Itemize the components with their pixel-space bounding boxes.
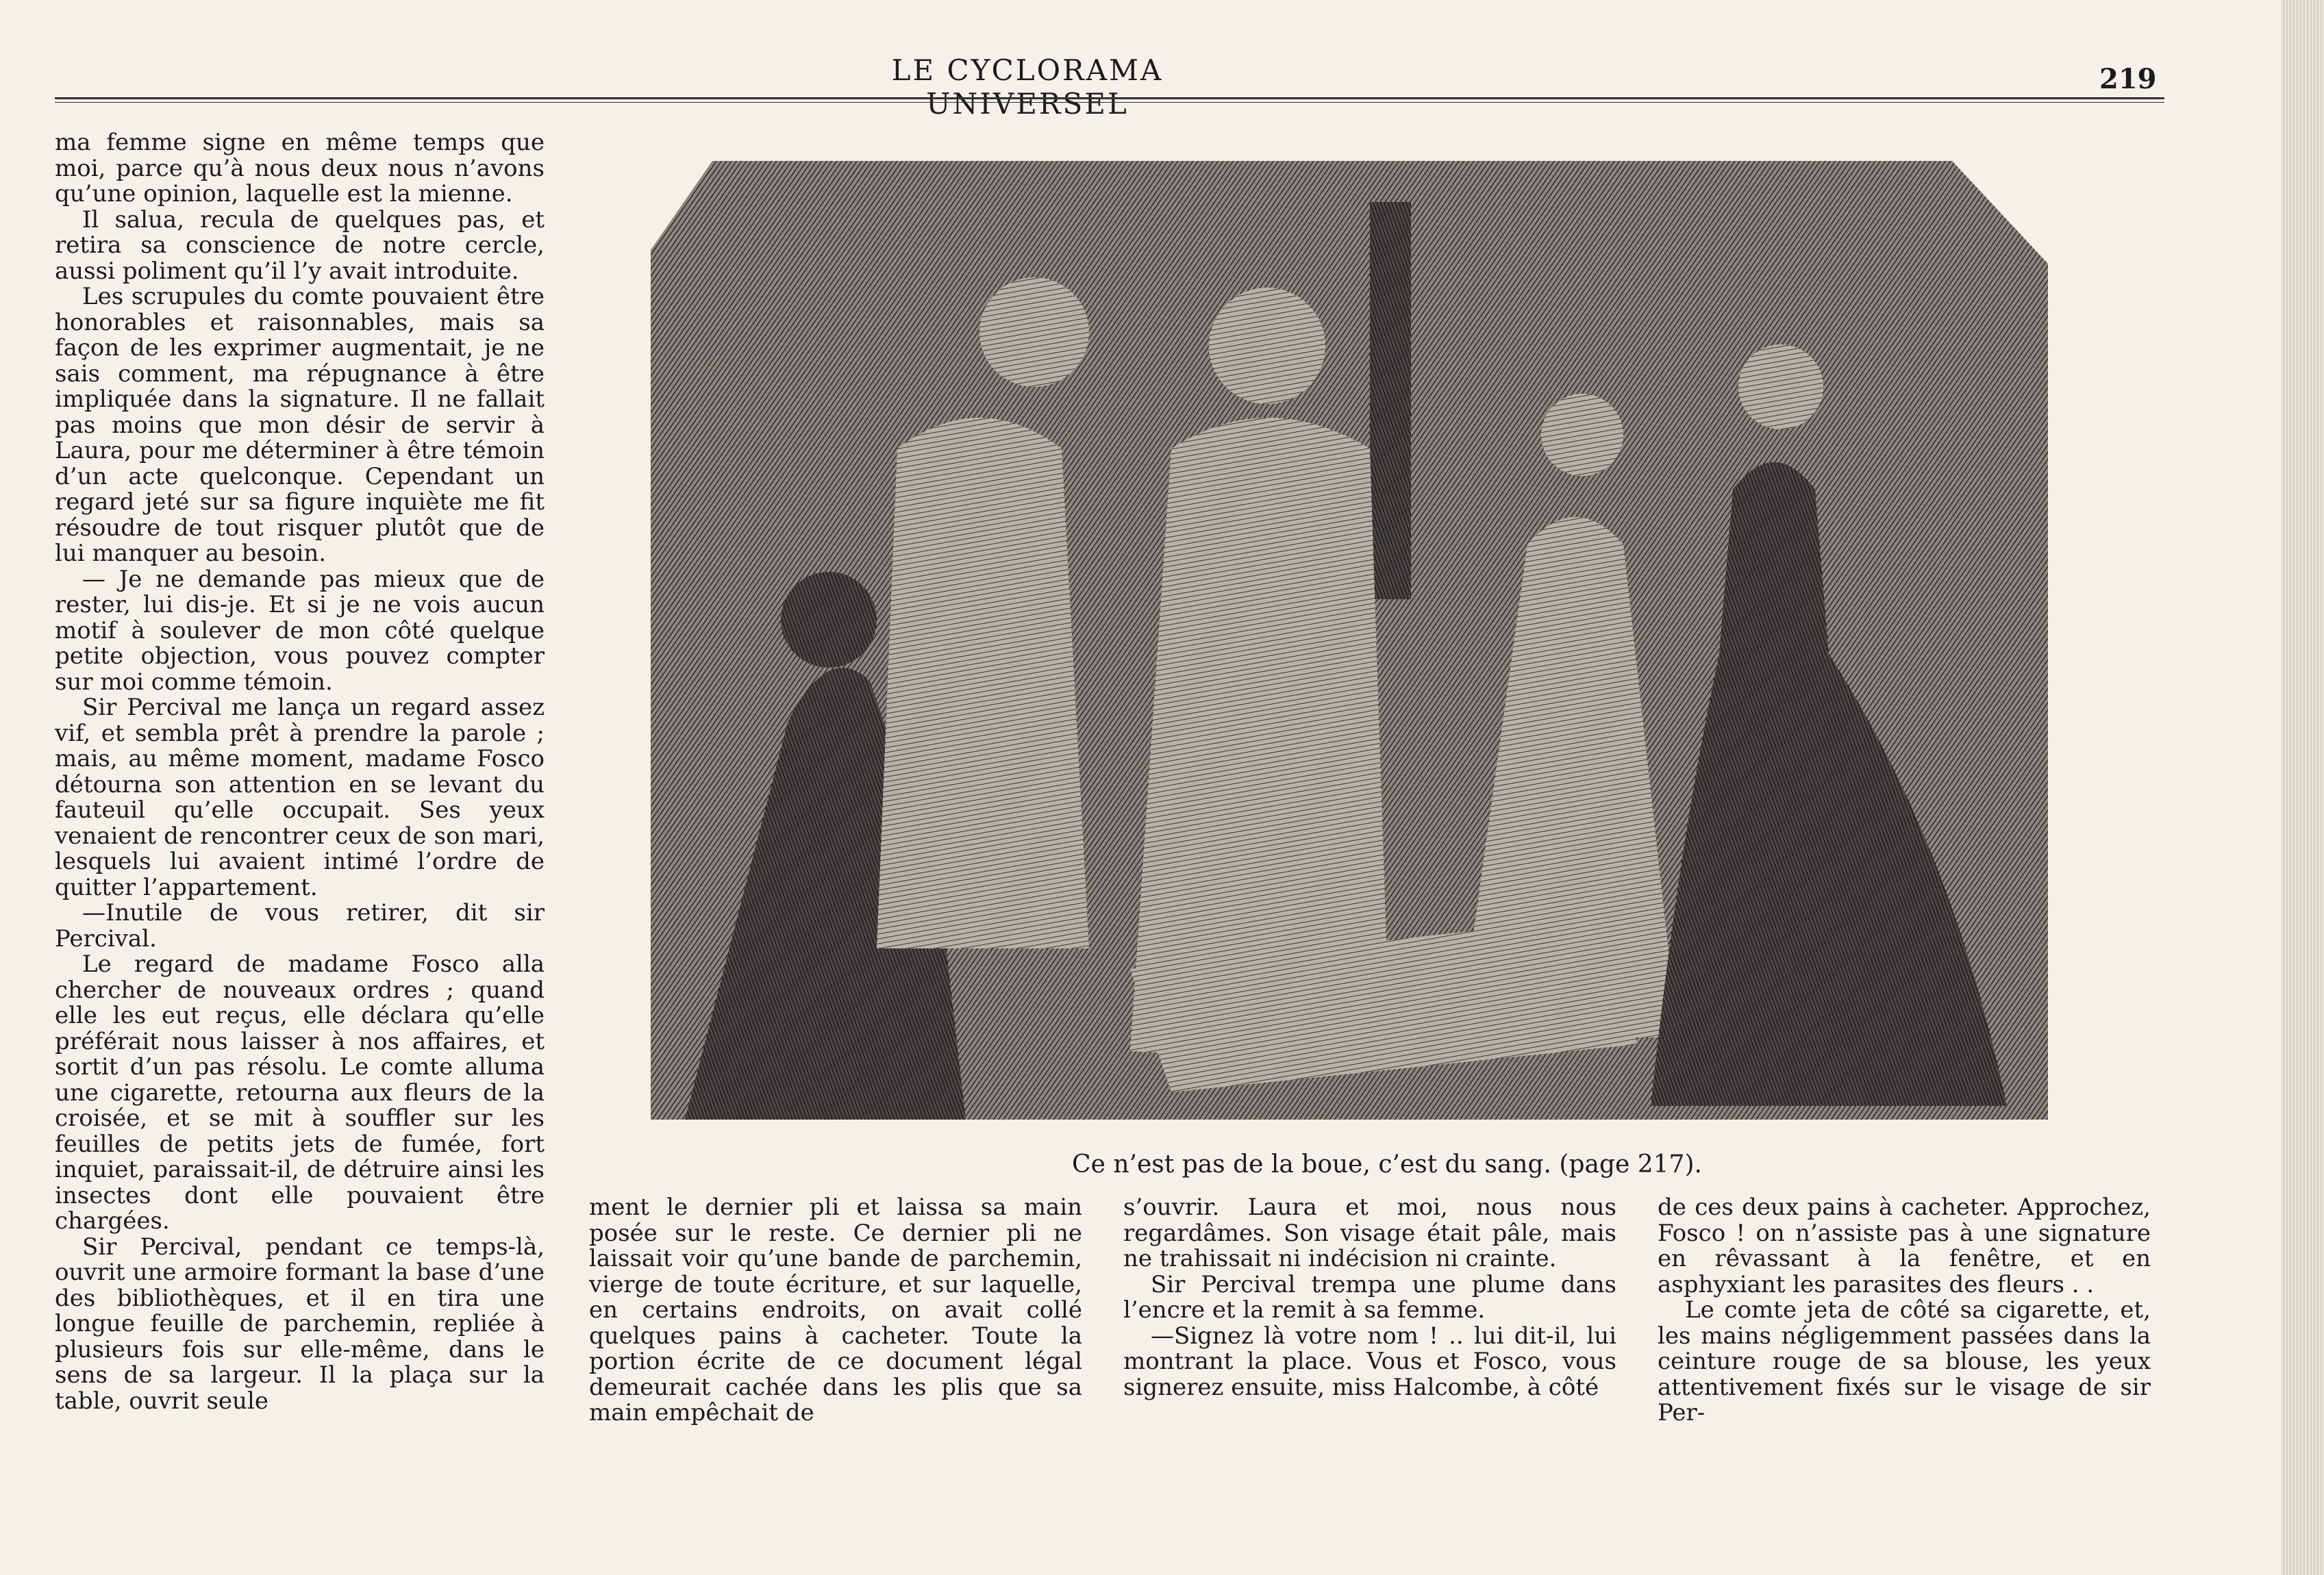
page-number: 219 (2099, 63, 2157, 95)
paragraph: s’ouvrir. Laura et moi, nous nous regardâmes. Son visage était pâle, mais ne trahissait ni indécision ni crainte. (1123, 1194, 1616, 1272)
paragraph: Le regard de madame Fosco alla chercher de nouveaux ordres ; quand elle les eut reçus, elle déclara qu’elle préférait nous laisser à nos affaires, et sortit d’un pas résolu. Le comte alluma une cigarette, retourna aux fleurs de la croisée, et se mit à souffler sur les feuilles de petits jets de fumée, fort inquiet, paraissait-il, de détruire ainsi les insectes dont elle pouvaient être chargées. (55, 950, 545, 1235)
running-head-title: LE CYCLORAMA UNIVERSEL (891, 53, 1164, 121)
paragraph: —Signez là votre nom ! .. lui dit-il, lui montrant la place. Vous et Fosco, vous signerez ensuite, miss Halcombe, à côté (1123, 1322, 1616, 1401)
paragraph: Sir Percival me lança un regard assez vif, et sembla prêt à prendre la parole ; mais, au même moment, madame Fosco détourna son attention en se levant du fauteuil qu’elle occupait. Ses yeux venaient de rencontrer ceux de son mari, lesquels lui avaient intimé l’ordre de quitter l’appartement. (55, 694, 545, 901)
paragraph: Les scrupules du comte pouvaient être honorables et raisonnables, mais sa façon de les exprimer augmentait, je ne sais comment, ma répugnance à être impliquée dans la signature. Il ne fallait pas moins que mon désir de servir à Laura, pour me déterminer à être témoin d’un acte quelconque. Cependant un regard jeté sur sa figure inquiète me fit résoudre de tout risquer plutôt que de lui manquer au besoin. (55, 283, 545, 567)
text-column-4 (1658, 1195, 2151, 1426)
paragraph: —Inutile de vous retirer, dit sir Percival. (55, 899, 545, 953)
text-column-2 (589, 1195, 1082, 1426)
paragraph: — Je ne demande pas mieux que de rester, lui dis-je. Et si je ne vois aucun motif à soulever de mon côté quelque petite objection, vous pouvez compter sur moi comme témoin. (55, 565, 545, 696)
text-column-3 (1123, 1195, 1616, 1400)
paragraph: Le comte jeta de côté sa cigarette, et, les mains négligemment passées dans la ceinture rouge de sa blouse, les yeux attentivement fixés sur le visage de sir Per- (1658, 1296, 2151, 1426)
page-edge-noise (2281, 0, 2324, 1575)
paragraph: de ces deux pains à cacheter. Approchez, Fosco ! on n’assiste pas à une signature en rêvassant à la fenêtre, et en asphyxiant les parasites des fleurs . . (1658, 1194, 2151, 1298)
paragraph: Sir Percival trempa une plume dans l’encre et la remit à sa femme. (1123, 1270, 1616, 1324)
header-rule (55, 97, 2164, 103)
text-column-1 (55, 130, 545, 1414)
paragraph: Sir Percival, pendant ce temps-là, ouvrit une armoire formant la base d’une des bibliothèques, et il en tira une longue feuille de parchemin, repliée à plusieurs fois sur elle-même, dans le sens de sa largeur. Il la plaça sur la table, ouvrit seule (55, 1233, 545, 1415)
illustration-caption: Ce n’est pas de la boue, c’est du sang. (page 217). (1072, 1150, 1702, 1179)
paragraph: Il salua, recula de quelques pas, et retira sa conscience de notre cercle, aussi poliment qu’il l’y avait introduite. (55, 205, 545, 285)
paragraph: ma femme signe en même temps que moi, parce qu’à nous deux nous n’avons qu’une opinion, laquelle est la mienne. (55, 129, 545, 207)
paragraph: ment le dernier pli et laissa sa main posée sur le reste. Ce dernier pli ne laissait voir qu’une bande de parchemin, vierge de toute écriture, et sur laquelle, en certains endroits, on avait collé quelques pains à cacheter. Toute la portion écrite de ce document légal demeurait cachée dans les plis que sa main empêchait de (589, 1194, 1082, 1426)
engraving-illustration (651, 161, 2048, 1120)
